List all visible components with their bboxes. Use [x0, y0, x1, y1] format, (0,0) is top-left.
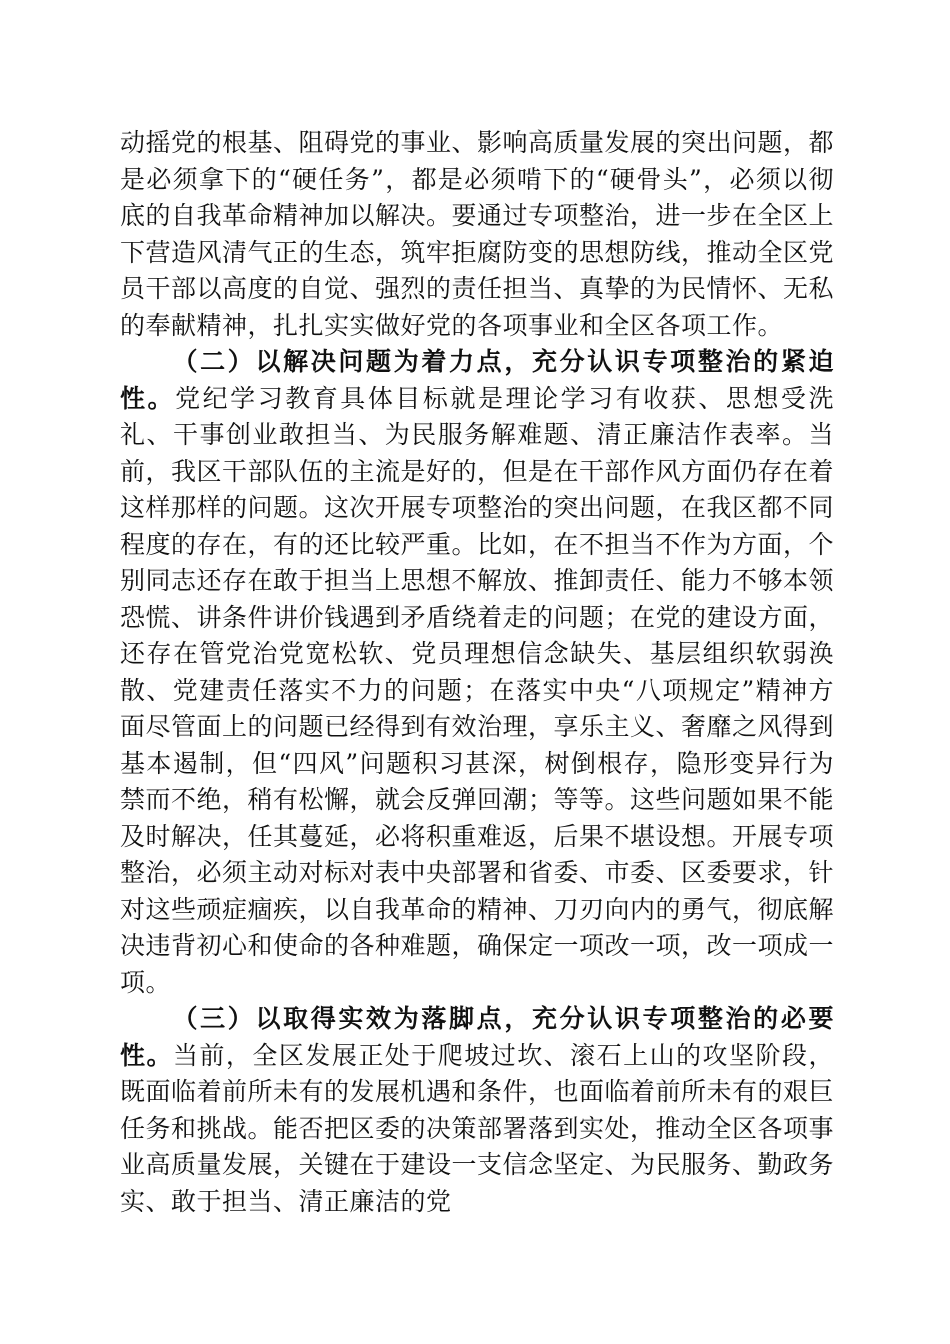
section-heading-3: （三）以取得实效为落脚点，充分认识专项整治的必要性。 [120, 1004, 834, 1070]
paragraph-text: 党纪学习教育具体目标就是理论学习有收获、思想受洗礼、干事创业敢担当、为民服务解难题、清正廉洁作表率。当前，我区干部队伍的主流是好的，但是在干部作风方面仍存在着这样那样的问题。这次开展专项整治的突出问题，在我区都不同程度的存在，有的还比较严重。比如，在不担当不作为方面，个别同志还存在敢于担当上思想不解放、推卸责任、能力不够本领恐慌、讲条件讲价钱遇到矛盾绕着走的问题；在党的建设方面，还存在管党治党宽松软、党员理想信念缺失、基层组织软弱涣散、党建责任落实不力的问题；在落实中央“八项规定”精神方面尽管面上的问题已经得到有效治理，享乐主义、奢靡之风得到基本遏制，但“四风”问题积习甚深，树倒根存，隐形变异行为禁而不绝，稍有松懈，就会反弹回潮；等等。这些问题如果不能及时解决，任其蔓延，必将积重难返，后果不堪设想。开展专项整治，必须主动对标对表中央部署和省委、市委、区委要求，针对这些顽症痼疾，以自我革命的精神、刀刃向内的勇气，彻底解决违背初心和使命的各种难题，确保定一项改一项，改一项成一项。 [120, 383, 835, 997]
section-heading-2: （二）以解决问题为着力点，充分认识专项整治的紧迫性。 [120, 347, 834, 413]
paragraph-section-2 [120, 344, 834, 1001]
paragraph-continuation [120, 125, 834, 344]
paragraph-text: 动摇党的根基、阻碍党的事业、影响高质量发展的突出问题，都是必须拿下的“硬任务”，都是必须啃下的“硬骨头”，必须以彻底的自我革命精神加以解决。要通过专项整治，进一步在全区上下营造风清气正的生态，筑牢拒腐防变的思想防线，推动全区党员干部以高度的自觉、强烈的责任担当、真挚的为民情怀、无私的奉献精神，扎扎实实做好党的各项事业和全区各项工作。 [120, 128, 835, 340]
paragraph-text: 当前，全区发展正处于爬坡过坎、滚石上山的攻坚阶段，既面临着前所未有的发展机遇和条件，也面临着前所未有的艰巨任务和挑战。能否把区委的决策部署落到实处，推动全区各项事业高质量发展，关键在于建设一支信念坚定、为民服务、勤政务实、敢于担当、清正廉洁的党 [120, 1040, 835, 1216]
paragraph-section-3 [120, 1001, 834, 1220]
document-page [120, 125, 834, 1220]
